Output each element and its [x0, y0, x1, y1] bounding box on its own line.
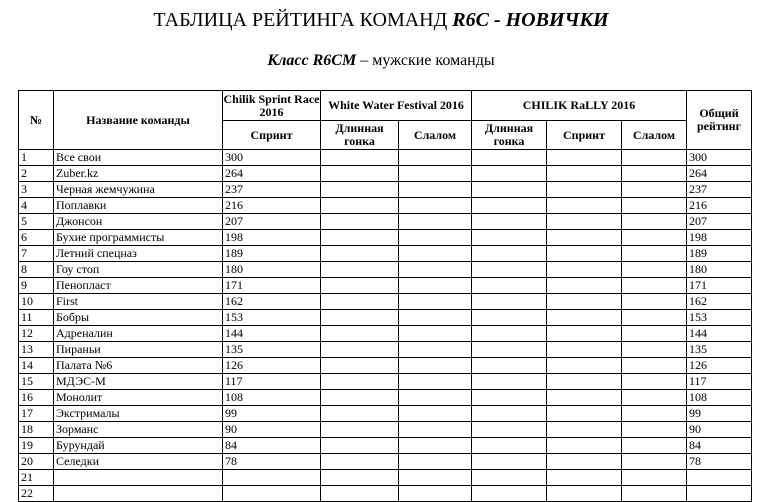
- table-row: [19, 230, 752, 246]
- row-sprint-score: 108: [223, 390, 321, 406]
- row-team-name: МДЭС-М: [54, 374, 223, 390]
- row-slalom-score: [399, 358, 472, 374]
- row-number: 10: [19, 294, 54, 310]
- page-subtitle: [0, 51, 762, 71]
- row-team-name: Джонсон: [54, 214, 223, 230]
- row-long-race-score: [321, 326, 399, 342]
- row-rally-slalom-score: [622, 486, 687, 502]
- row-rally-slalom-score: [622, 310, 687, 326]
- row-sprint-score: 216: [223, 198, 321, 214]
- rating-table-body: [19, 150, 752, 502]
- table-row: [19, 326, 752, 342]
- row-sprint-score: 117: [223, 374, 321, 390]
- table-row: [19, 294, 752, 310]
- row-total-score: 171: [687, 278, 752, 294]
- row-rally-slalom-score: [622, 422, 687, 438]
- row-slalom-score: [399, 182, 472, 198]
- row-long-race-score: [321, 486, 399, 502]
- row-long-race-score: [321, 262, 399, 278]
- row-rally-sprint-score: [547, 230, 622, 246]
- row-rally-sprint-score: [547, 310, 622, 326]
- row-number: 16: [19, 390, 54, 406]
- row-long-race-score: [321, 230, 399, 246]
- row-total-score: 162: [687, 294, 752, 310]
- row-rally-sprint-score: [547, 182, 622, 198]
- row-total-score: 84: [687, 438, 752, 454]
- row-slalom-score: [399, 438, 472, 454]
- row-rally-long-race-score: [472, 454, 547, 470]
- row-slalom-score: [399, 454, 472, 470]
- table-row: [19, 438, 752, 454]
- table-row: [19, 214, 752, 230]
- row-team-name: Палата №6: [54, 358, 223, 374]
- row-number: 8: [19, 262, 54, 278]
- row-rally-long-race-score: [472, 182, 547, 198]
- row-team-name: [54, 486, 223, 502]
- row-rally-slalom-score: [622, 246, 687, 262]
- table-row: [19, 150, 752, 166]
- title-prefix: ТАБЛИЦА РЕЙТИНГА КОМАНД: [153, 9, 453, 31]
- row-long-race-score: [321, 294, 399, 310]
- table-row: [19, 342, 752, 358]
- header-team-name: Название команды: [54, 91, 223, 150]
- row-rally-long-race-score: [472, 342, 547, 358]
- row-slalom-score: [399, 294, 472, 310]
- header-rally-slalom: Слалом: [622, 121, 687, 150]
- row-slalom-score: [399, 326, 472, 342]
- row-rally-slalom-score: [622, 262, 687, 278]
- row-team-name: Зорманс: [54, 422, 223, 438]
- row-rally-sprint-score: [547, 262, 622, 278]
- table-row: [19, 486, 752, 502]
- row-number: 11: [19, 310, 54, 326]
- row-rally-slalom-score: [622, 278, 687, 294]
- row-rally-long-race-score: [472, 246, 547, 262]
- row-rally-slalom-score: [622, 438, 687, 454]
- row-rally-sprint-score: [547, 438, 622, 454]
- row-team-name: Бурундай: [54, 438, 223, 454]
- row-rally-long-race-score: [472, 262, 547, 278]
- row-rally-slalom-score: [622, 390, 687, 406]
- row-rally-long-race-score: [472, 198, 547, 214]
- row-total-score: 300: [687, 150, 752, 166]
- row-rally-sprint-score: [547, 390, 622, 406]
- row-sprint-score: 189: [223, 246, 321, 262]
- row-total-score: 216: [687, 198, 752, 214]
- header-rally-sprint: Спринт: [547, 121, 622, 150]
- row-sprint-score: 264: [223, 166, 321, 182]
- subtitle-emphasis: Класс R6CM: [267, 52, 357, 69]
- row-number: 3: [19, 182, 54, 198]
- row-slalom-score: [399, 390, 472, 406]
- row-rally-long-race-score: [472, 470, 547, 486]
- row-rally-long-race-score: [472, 438, 547, 454]
- row-number: 19: [19, 438, 54, 454]
- row-number: 2: [19, 166, 54, 182]
- row-long-race-score: [321, 166, 399, 182]
- row-slalom-score: [399, 422, 472, 438]
- row-total-score: 78: [687, 454, 752, 470]
- row-team-name: Монолит: [54, 390, 223, 406]
- row-sprint-score: 198: [223, 230, 321, 246]
- table-row: [19, 198, 752, 214]
- row-sprint-score: 153: [223, 310, 321, 326]
- row-rally-long-race-score: [472, 390, 547, 406]
- row-team-name: Адреналин: [54, 326, 223, 342]
- row-rally-slalom-score: [622, 198, 687, 214]
- row-slalom-score: [399, 230, 472, 246]
- row-total-score: 126: [687, 358, 752, 374]
- row-number: 5: [19, 214, 54, 230]
- row-team-name: Пенопласт: [54, 278, 223, 294]
- row-long-race-score: [321, 182, 399, 198]
- page-title: [0, 8, 762, 32]
- row-sprint-score: 84: [223, 438, 321, 454]
- row-rally-long-race-score: [472, 422, 547, 438]
- row-long-race-score: [321, 470, 399, 486]
- row-total-score: 153: [687, 310, 752, 326]
- table-row: [19, 374, 752, 390]
- row-team-name: Черная жемчужина: [54, 182, 223, 198]
- row-rally-slalom-score: [622, 182, 687, 198]
- row-sprint-score: 99: [223, 406, 321, 422]
- row-total-score: 180: [687, 262, 752, 278]
- row-rally-sprint-score: [547, 198, 622, 214]
- row-rally-sprint-score: [547, 486, 622, 502]
- row-rally-slalom-score: [622, 342, 687, 358]
- row-rally-sprint-score: [547, 214, 622, 230]
- row-team-name: First: [54, 294, 223, 310]
- row-rally-long-race-score: [472, 486, 547, 502]
- row-slalom-score: [399, 342, 472, 358]
- header-row-top: [19, 91, 752, 121]
- row-slalom-score: [399, 406, 472, 422]
- row-team-name: Летний спецназ: [54, 246, 223, 262]
- row-long-race-score: [321, 406, 399, 422]
- row-number: 4: [19, 198, 54, 214]
- row-sprint-score: 144: [223, 326, 321, 342]
- row-sprint-score: 90: [223, 422, 321, 438]
- row-rally-long-race-score: [472, 406, 547, 422]
- row-number: 14: [19, 358, 54, 374]
- row-slalom-score: [399, 486, 472, 502]
- table-row: [19, 390, 752, 406]
- row-sprint-score: 300: [223, 150, 321, 166]
- row-team-name: Экстрималы: [54, 406, 223, 422]
- row-long-race-score: [321, 342, 399, 358]
- row-rally-sprint-score: [547, 294, 622, 310]
- row-total-score: [687, 486, 752, 502]
- row-total-score: [687, 470, 752, 486]
- row-total-score: 117: [687, 374, 752, 390]
- row-rally-long-race-score: [472, 310, 547, 326]
- table-row: [19, 406, 752, 422]
- row-number: 12: [19, 326, 54, 342]
- header-white-water-festival: White Water Festival 2016: [321, 91, 472, 121]
- table-row: [19, 262, 752, 278]
- row-long-race-score: [321, 310, 399, 326]
- table-row: [19, 278, 752, 294]
- row-rally-long-race-score: [472, 294, 547, 310]
- header-slalom: Слалом: [399, 121, 472, 150]
- row-rally-slalom-score: [622, 358, 687, 374]
- table-row: [19, 246, 752, 262]
- row-total-score: 207: [687, 214, 752, 230]
- row-number: 21: [19, 470, 54, 486]
- table-row: [19, 166, 752, 182]
- row-team-name: Поплавки: [54, 198, 223, 214]
- header-total: Общий рейтинг: [687, 91, 752, 150]
- row-number: 20: [19, 454, 54, 470]
- row-number: 1: [19, 150, 54, 166]
- row-total-score: 90: [687, 422, 752, 438]
- row-rally-long-race-score: [472, 326, 547, 342]
- table-row: [19, 422, 752, 438]
- row-number: 15: [19, 374, 54, 390]
- header-sprint: Спринт: [223, 121, 321, 150]
- row-slalom-score: [399, 470, 472, 486]
- row-total-score: 237: [687, 182, 752, 198]
- row-number: 9: [19, 278, 54, 294]
- row-sprint-score: 237: [223, 182, 321, 198]
- row-number: 6: [19, 230, 54, 246]
- row-sprint-score: 78: [223, 454, 321, 470]
- row-long-race-score: [321, 150, 399, 166]
- row-rally-slalom-score: [622, 470, 687, 486]
- row-long-race-score: [321, 198, 399, 214]
- row-rally-sprint-score: [547, 374, 622, 390]
- row-rally-sprint-score: [547, 150, 622, 166]
- row-long-race-score: [321, 358, 399, 374]
- row-slalom-score: [399, 150, 472, 166]
- row-sprint-score: [223, 486, 321, 502]
- row-long-race-score: [321, 454, 399, 470]
- row-team-name: Пираньи: [54, 342, 223, 358]
- row-total-score: 189: [687, 246, 752, 262]
- row-slalom-score: [399, 310, 472, 326]
- row-rally-sprint-score: [547, 278, 622, 294]
- row-rally-sprint-score: [547, 406, 622, 422]
- row-rally-slalom-score: [622, 214, 687, 230]
- row-slalom-score: [399, 374, 472, 390]
- row-rally-slalom-score: [622, 406, 687, 422]
- row-long-race-score: [321, 438, 399, 454]
- row-total-score: 135: [687, 342, 752, 358]
- row-rally-sprint-score: [547, 422, 622, 438]
- row-rally-long-race-score: [472, 230, 547, 246]
- row-rally-slalom-score: [622, 326, 687, 342]
- row-long-race-score: [321, 374, 399, 390]
- row-total-score: 108: [687, 390, 752, 406]
- row-sprint-score: 126: [223, 358, 321, 374]
- row-slalom-score: [399, 278, 472, 294]
- row-slalom-score: [399, 166, 472, 182]
- row-total-score: 198: [687, 230, 752, 246]
- row-rally-long-race-score: [472, 166, 547, 182]
- table-row: [19, 310, 752, 326]
- row-slalom-score: [399, 214, 472, 230]
- row-sprint-score: 162: [223, 294, 321, 310]
- row-team-name: [54, 470, 223, 486]
- row-rally-long-race-score: [472, 150, 547, 166]
- row-slalom-score: [399, 198, 472, 214]
- header-number: №: [19, 91, 54, 150]
- rating-table: [18, 90, 752, 502]
- row-team-name: Бухие программисты: [54, 230, 223, 246]
- subtitle-rest: – мужские команды: [356, 52, 495, 69]
- row-long-race-score: [321, 246, 399, 262]
- row-slalom-score: [399, 262, 472, 278]
- row-long-race-score: [321, 422, 399, 438]
- row-number: 13: [19, 342, 54, 358]
- table-row: [19, 358, 752, 374]
- row-number: 17: [19, 406, 54, 422]
- row-rally-sprint-score: [547, 342, 622, 358]
- row-rally-long-race-score: [472, 278, 547, 294]
- row-team-name: Все свои: [54, 150, 223, 166]
- row-sprint-score: 135: [223, 342, 321, 358]
- row-sprint-score: 171: [223, 278, 321, 294]
- row-rally-sprint-score: [547, 326, 622, 342]
- row-rally-slalom-score: [622, 454, 687, 470]
- row-rally-slalom-score: [622, 294, 687, 310]
- row-long-race-score: [321, 278, 399, 294]
- row-rally-sprint-score: [547, 166, 622, 182]
- row-team-name: Селедки: [54, 454, 223, 470]
- row-rally-sprint-score: [547, 246, 622, 262]
- row-number: 7: [19, 246, 54, 262]
- header-long-race: Длинная гонка: [321, 121, 399, 150]
- row-long-race-score: [321, 214, 399, 230]
- row-rally-long-race-score: [472, 374, 547, 390]
- row-long-race-score: [321, 390, 399, 406]
- row-number: 22: [19, 486, 54, 502]
- table-row: [19, 470, 752, 486]
- row-sprint-score: [223, 470, 321, 486]
- title-emphasis: R6C - НОВИЧКИ: [452, 9, 609, 31]
- row-team-name: Бобры: [54, 310, 223, 326]
- row-total-score: 144: [687, 326, 752, 342]
- row-rally-sprint-score: [547, 358, 622, 374]
- row-total-score: 99: [687, 406, 752, 422]
- table-row: [19, 182, 752, 198]
- header-rally-long-race: Длинная гонка: [472, 121, 547, 150]
- row-rally-slalom-score: [622, 150, 687, 166]
- row-rally-slalom-score: [622, 230, 687, 246]
- row-total-score: 264: [687, 166, 752, 182]
- row-sprint-score: 180: [223, 262, 321, 278]
- row-rally-sprint-score: [547, 470, 622, 486]
- row-slalom-score: [399, 246, 472, 262]
- row-number: 18: [19, 422, 54, 438]
- row-team-name: Гоу стоп: [54, 262, 223, 278]
- header-chilik-rally: CHILIK RaLLY 2016: [472, 91, 687, 121]
- header-chilik-sprint-race: Chilik Sprint Race 2016: [223, 91, 320, 119]
- table-row: [19, 454, 752, 470]
- row-sprint-score: 207: [223, 214, 321, 230]
- row-rally-sprint-score: [547, 454, 622, 470]
- row-rally-slalom-score: [622, 166, 687, 182]
- row-rally-slalom-score: [622, 374, 687, 390]
- row-rally-long-race-score: [472, 358, 547, 374]
- row-rally-long-race-score: [472, 214, 547, 230]
- row-team-name: Zuber.kz: [54, 166, 223, 182]
